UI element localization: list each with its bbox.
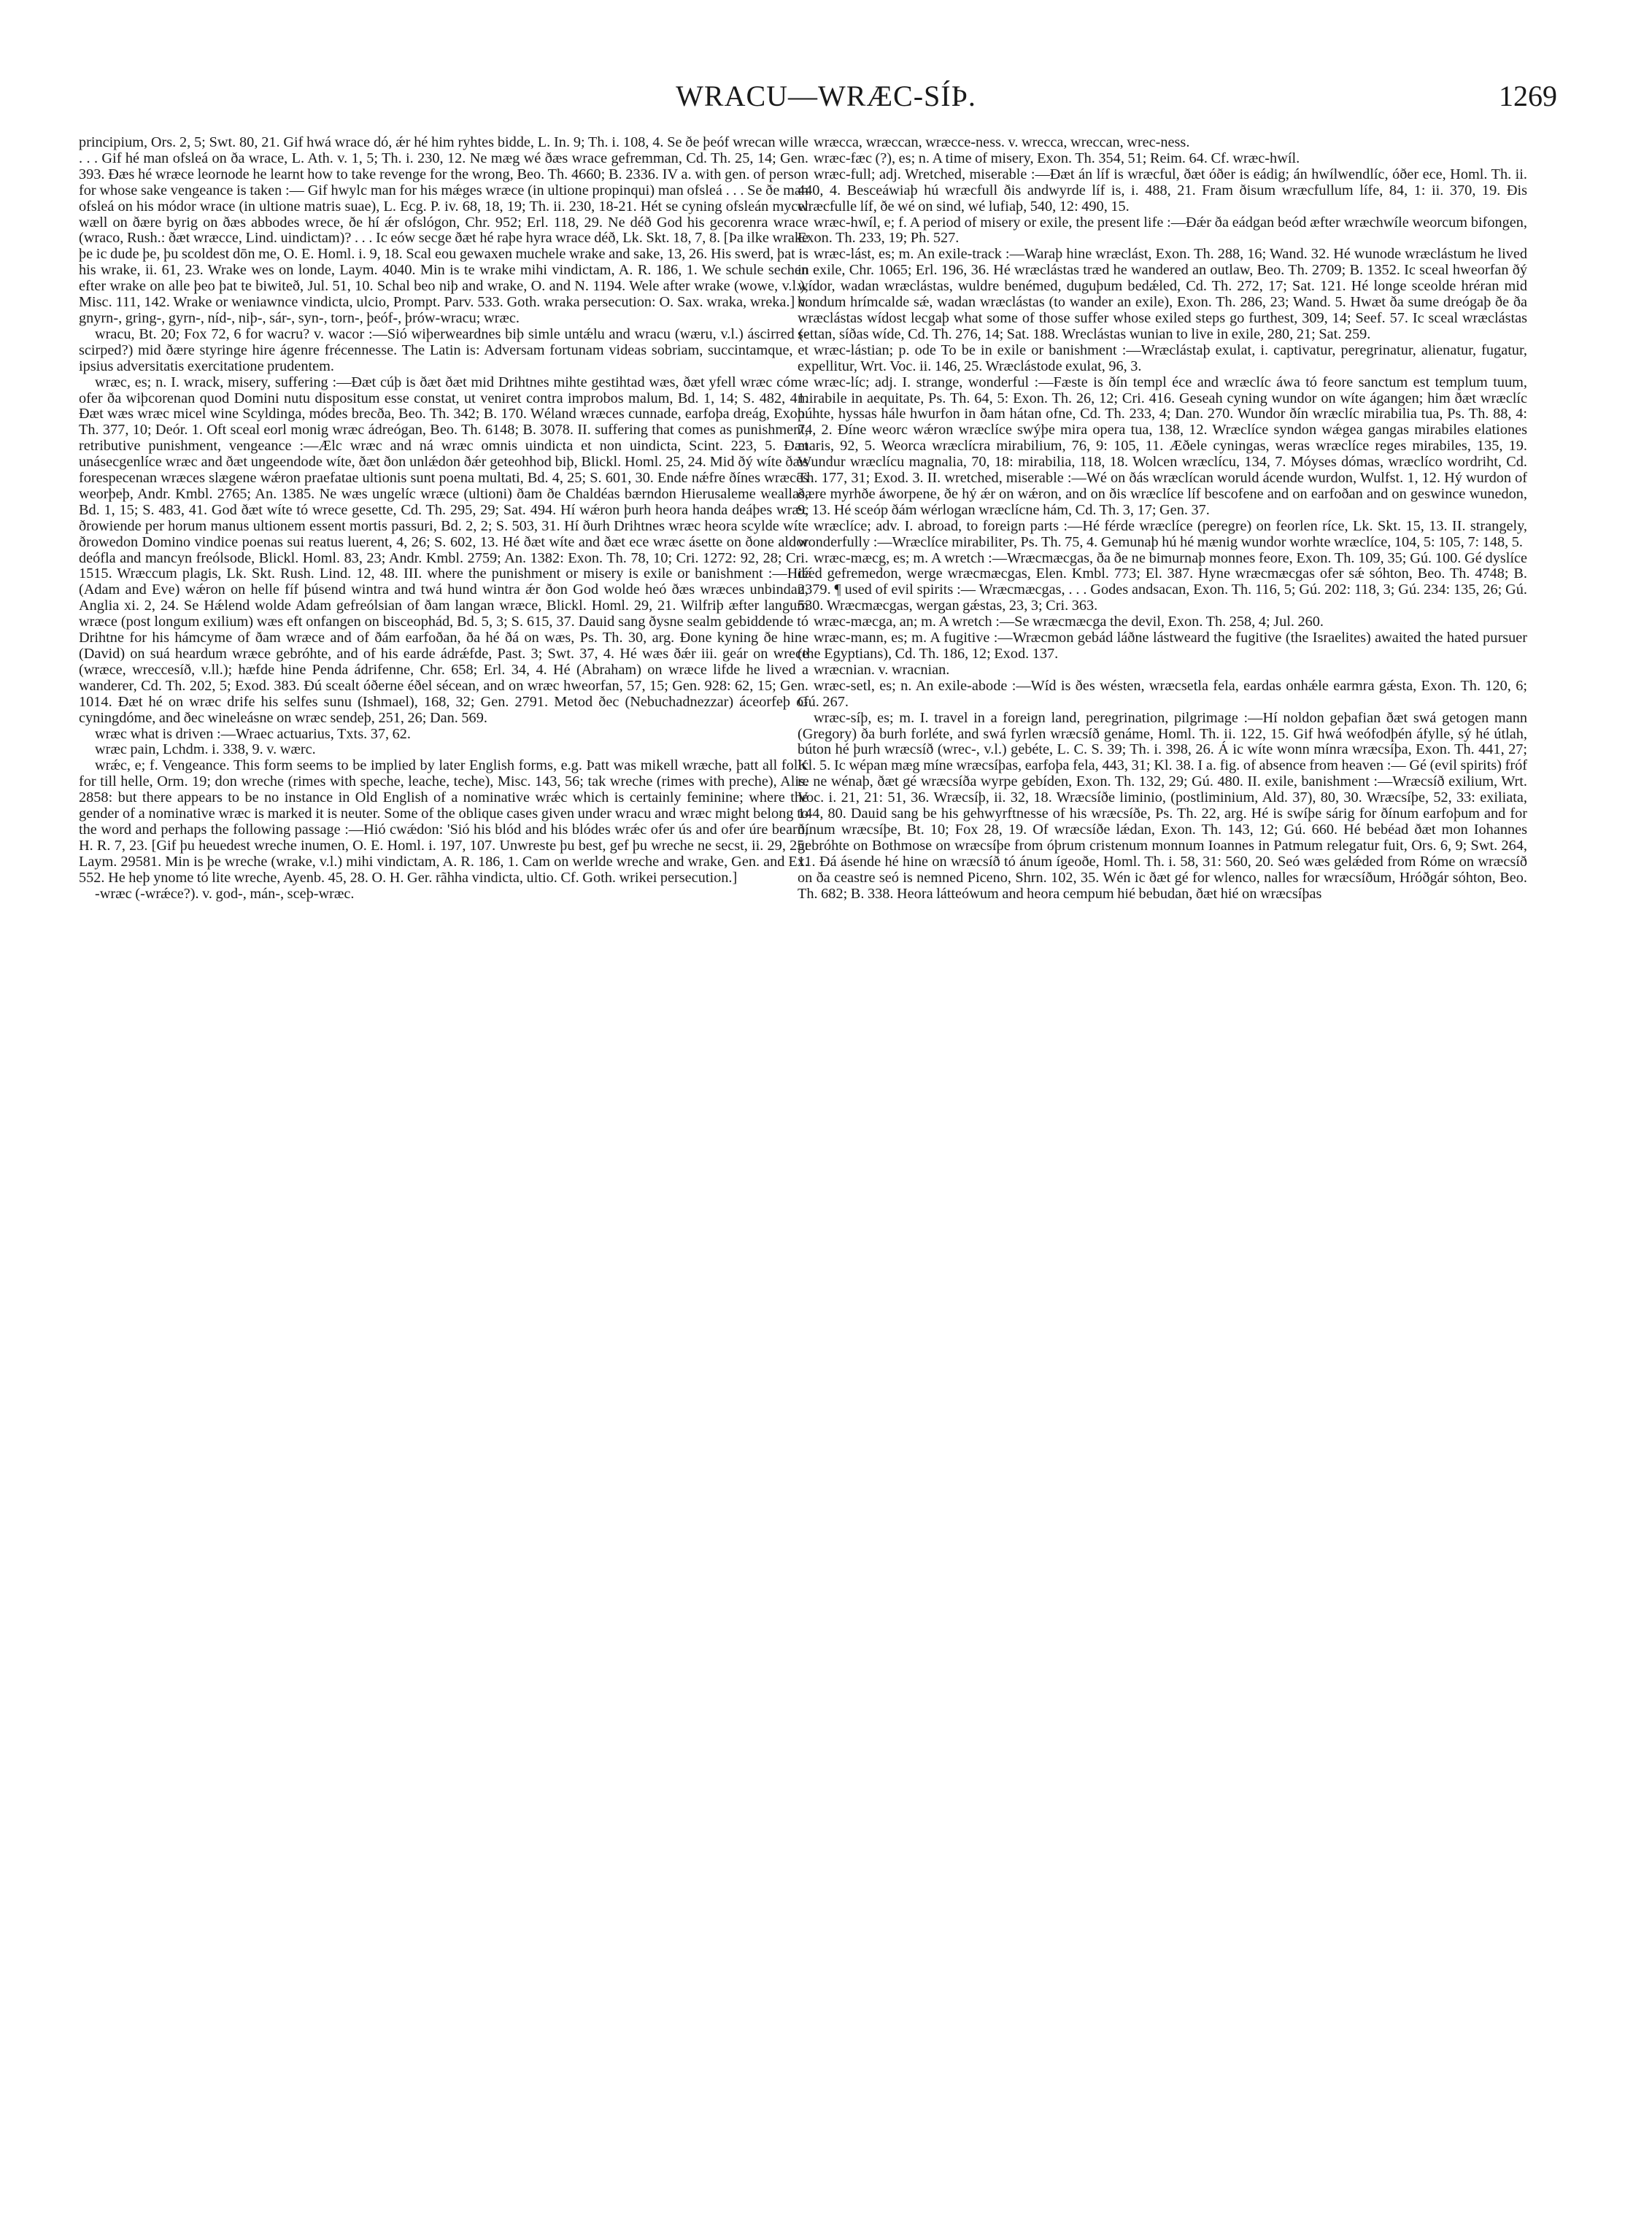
dictionary-entry: wræc-síþ, es; m. I. travel in a foreign land, peregrination, pilgrimage :—Hí noldon geþafian ðæt swá getogen mann (Gregory) ða burh forléte, and swá fyrlen wræcsíð genáme, Homl. Th. ii. 122, 15. Gif hwá weófodþén áfylle, sý hé útlah, búton hé þurh wræcsíð (wrec-, v.l.) gebéte, L. C. S. 39; Th. i. 398, 26. Á ic wíte wonn mínra wræcsíþa, Exon. Th. 441, 27; Kl. 5. Ic wépan mæg míne wræcsíþas, earfoþa fela, 443, 31; Kl. 38. I a. fig. of absence from heaven :— Gé (evil spirits) fróf re ne wénaþ, ðæt gé wræcsíða wyrpe gebíden, Exon. Th. 132, 29; Gú. 480. II. exile, banishment :—Wræcsíð exilium, Wrt. Voc. i. 21, 21: 51, 36. Wræcsíþ, ii. 32, 18. Wræcsíðe liminio, (postliminium, Ald. 37), 80, 30. Wræcsíþe, 52, 33: exiliata, 144, 80. Dauid sang be his gehwyrftnesse of his wræcsíðe, Ps. Th. 22, arg. Hé is swíþe sárig for ðínum earfoþum and for ðínum wræcsíþe, Bt. 10; Fox 28, 19. Of wræcsíðe lǽdan, Exon. Th. 143, 12; Gú. 660. Hé bebéad ðæt mon Iohannes gebróhte on Bothmose on wræcsíþe from óþrum cristenum monnum Ioannes in Patmum relegatur fuit, Ors. 6, 9; Swt. 264, 11. Ðá ásende hé hine on wræcsíð tó ánum ígeoðe, Homl. Th. i. 58, 31: 560, 20. Seó wæs gelǽded from Róme on wræcsíð on ða ceastre seó is nemned Piceno, Shrn. 102, 35. Wén ic ðæt gé for wlenco, nalles for wræcsíðum, Hróðgár sóhton, Beo. Th. 682; B. 338. Heora látteówum and heora cempum hié bebudan, ðæt hié on wræcsíþas	[798, 709, 1527, 902]
page-header	[0, 79, 1652, 123]
dictionary-entry: wræcnian. v. wracnian.	[814, 661, 950, 678]
dictionary-entry: wræclíce; adv. I. abroad, to foreign parts :—Hé férde wræclíce (peregre) on feorlen ríce, Lk. Skt. 15, 13. II. strangely, wonderfully :—Wræclíce mirabiliter, Ps. Th. 75, 4. Gemunaþ hú hé mænig wundor worhte wræclíce, 104, 5: 105, 7: 148, 5.	[798, 517, 1527, 550]
page-number: 1269	[1499, 80, 1557, 112]
dictionary-entry: wræc-lást, es; m. An exile-track :—Waraþ hine wræclást, Exon. Th. 288, 16; Wand. 32. Hé wunode wræclástum he lived in exile, Chr. 1065; Erl. 196, 36. Hé wræclástas træd he wandered an outlaw, Beo. Th. 2709; B. 1352. Ic sceal hweorfan ðý wídor, wadan wræclástas, wuldre benémed, duguþum bedǽled, Cd. Th. 272, 17; Sat. 121. Hé longe sceolde hréran mid hondum hrímcalde sǽ, wadan wræclástas (to wander an exile), Exon. Th. 286, 23; Wand. 5. Hwæt ða sume dreógaþ ðe ða wræclástas wídost lecgaþ what some of those suffer whose exiled steps go furthest, 309, 14; Seef. 57. Ic sceal wræclástas settan, síðas wíde, Cd. Th. 276, 14; Sat. 188. Wreclástas wunian to live in exile, 280, 21; Sat. 259.	[798, 246, 1527, 342]
dictionary-entry: wræc-líc; adj. I. strange, wonderful :—Fæste is ðín templ éce and wræclíc áwa tó feore sanctum est templum tuum, mirabile in aequitate, Ps. Th. 64, 5: Exon. Th. 26, 12; Cri. 416. Geseah cyning wundor on wíte ágangen; him ðæt wræclíc þúhte, hyssas hále hwurfon in ðam hátan ofne, Cd. Th. 233, 4; Dan. 270. Wundor ðín wræclíc mirabilia tua, Ps. Th. 88, 4: 74, 2. Ðíne weorc wǽron wræclíce swýþe mira opera tua, 138, 12. Wræclíce syndon wǽgea gangas mirabiles elationes maris, 92, 5. Weorca wræclícra mirabilium, 76, 9: 105, 11. Æðele cyningas, weras wræclíce reges mirabiles, 135, 19. Wundur wræclícu magnalia, 70, 18: mirabilia, 118, 18. Wolcen wræclícu, 134, 7. Móyses dómas, wræclíco wordriht, Cd. Th. 177, 31; Exod. 3. II. wretched, miserable :—Wé on ðás wræclícan woruld ácende wurdon, Wulfst. 1, 12. Hý wurdon of ðære myrhðe áworpene, ðe hý ǽr on wǽron, and on ðis wræclíce líf bescofene and on earfoðan and on geswince wunedon, 9, 13. Hé sceóp ðám wérlogan wræclícne hám, Cd. Th. 3, 17; Gen. 37.	[798, 374, 1527, 518]
dictionary-entry: wræc-lástian; p. ode To be in exile or banishment :—Wræclástaþ exulat, i. captivatur, peregrinatur, alienatur, fugatur, expellitur, Wrt. Voc. ii. 146, 25. Wræclástode exulat, 96, 3.	[798, 341, 1527, 374]
dictionary-entry: wræc-setl, es; n. An exile-abode :—Wíd is ðes wésten, wræcsetla fela, eardas onhǽle earmra gǽsta, Exon. Th. 120, 6; Gú. 267.	[798, 677, 1527, 710]
page-title: WRACU—WRÆC-SÍÞ.	[676, 80, 976, 112]
dictionary-entry: wræc, es; n. I. wrack, misery, suffering :—Ðæt cúþ is ðæt ðæt mid Drihtnes mihte gestihtad wæs, ðæt yfell wræc cóme ofer ða wiþcorenan quod Domini nutu dispositum esse constat, ut veniret contra improbos malum, Bd. 1, 14; S. 482, 41. Ðæt wæs wræc micel wine Scyldinga, módes brecða, Beo. Th. 342; B. 170. Wéland wræces cunnade, earfoþa dreág, Exon. Th. 377, 10; Deór. 1. Oft sceal eorl monig wræc ádreógan, Beo. Th. 6148; B. 3078. II. suffering that comes as punishment, retributive punishment, vengeance :—Ælc wræc and ná wræc omnis uindicta et non uindicta, Scint. 223, 5. Ðæt unásecgenlíce wræc and ðæt ungeendode wíte, ðæt ðon unlǽdon ðǽr geteohhod biþ, Blickl. Homl. 25, 24. Mid ðý wíte ðæs forespecenan wræces slægene wǽron praefatae ultionis sunt poena multati, Bd. 4, 25; S. 601, 30. Ende nǽfre ðínes wræces weorþeþ, Andr. Kmbl. 2765; An. 1385. Ne wæs ungelíc wræce (ultioni) ðam ðe Chaldéas bærndon Hierusaleme weallas, Bd. 1, 15; S. 483, 41. God ðæt wíte tó wrece gesette, Cd. Th. 295, 29; Sat. 494. Hí wǽron þurh heora handa deáþes wræc ðrowiende per horum manus ultionem essent mortis passuri, Bd. 2, 2; S. 503, 31. Hí ðurh Drihtnes wræc heora scylde wíte ðrowedon Domino vindice poenas sui reatus luerent, 4, 26; S. 602, 13. Hé ðæt wíte and ðæt ece wræc ásette on ðone aldor deófla and mancyn freólsode, Blickl. Homl. 83, 23; Andr. Kmbl. 2759; An. 1382: Exon. Th. 78, 10; Cri. 1272: 92, 28; Cri. 1515. Wræccum plagis, Lk. Skt. Rush. Lind. 12, 48. III. where the punishment or misery is exile or banishment :—Hié (Adam and Eve) wǽron on helle fíf þúsend wintra and twá hund wintra ǽr ðon God wolde heó ðæs wræces unbindan, Anglia xi. 2, 24. Se Hǽlend wolde Adam gefreólsian of ðam langan wræce, Blickl. Homl. 29, 21. Wilfriþ æfter langum wræce (post longum exilium) wæs eft onfangen on bisceophád, Bd. 5, 3; S. 615, 37. Dauid sang ðysne sealm gebiddende tó Drihtne for his hámcyme of ðam wræce and of ðám earfoðan, ða hé ðá on wæs, Ps. Th. 30, arg. Ðone kyning ðe hine (David) on suá heardum wræce gebróhte, and of his earde ádrǽfde, Past. 3; Swt. 37, 4. Hé wæs ðǽr iii. geár on wrece (wræce, wreccesíð, v.ll.); hæfde hine Penda ádrifenne, Chr. 658; Erl. 34, 4. Hé (Abraham) on wræce lifde he lived a wanderer, Cd. Th. 202, 5; Exod. 383. Ðú scealt óðerne éðel sécean, and on wræc hweorfan, 57, 15; Gen. 928: 62, 15; Gen. 1014. Ðæt hé on wræc drife his selfes sunu (Ishmael), 168, 32; Gen. 2791. Metod ðec (Nebuchadnezzar) áceorfeþ of cyningdóme, and ðec wineleásne on wræc sendeþ, 251, 26; Dan. 569.	[79, 374, 808, 726]
dictionary-entry: wræc-fæc (?), es; n. A time of misery, Exon. Th. 354, 51; Reim. 64. Cf. wræc-hwíl.	[814, 150, 1300, 166]
dictionary-entry: wræc-mæcga, an; m. A wretch :—Se wræcmæcga the devil, Exon. Th. 258, 4; Jul. 260.	[814, 614, 1324, 630]
entry-continuation: principium, Ors. 2, 5; Swt. 80, 21. Gif hwá wrace dó, ǽr hé him ryhtes bidde, L. In. 9; Th. i. 108, 4. Se ðe þeóf wrecan wille . . . Gif hé man ofsleá on ða wrace, L. Ath. v. 1, 5; Th. i. 230, 12. Ne mæg wé ðæs wrace gefremman, Cd. Th. 25, 14; Gen. 393. Ðæs hé wræce leornode he learnt how to take revenge for the wrong, Beo. Th. 4660; B. 2336. IV a. with gen. of person for whose sake vengeance is taken :— Gif hwylc man for his mǽges wræce (in ultione propinqui) man ofsleá . . . Se ðe man ofsleá on his módor wrace (in ultione matris suae), L. Ecg. P. iv. 68, 18, 19; Th. ii. 230, 18-21. Hét se cyning ofsleán mycel wæll on ðære byrig on ðæs abbodes wrece, ðe hí ǽr ofslógon, Chr. 952; Erl. 118, 29. Ne déð God his gecorenra wrace (wraco, Rush.: ðæt wræcce, Lind. uindictam)? . . . Ic eów secge ðæt hé raþe hyra wrace déð, Lk. Skt. 18, 7, 8. [Þa ilke wrake þe ic dude þe, þu scoldest dōn me, O. E. Homl. i. 9, 18. Scal eou gewaxen muchele wrake and sake, 13, 26. His swerd, þat is his wrake, ii. 61, 23. Wrake wes on londe, Laym. 4040. Min is te wrake mihi vindictam, A. R. 186, 1. We schule sechen efter wrake on alle þeo þat te biwiteð, Jul. 51, 10. Schal beo niþ and wrake, O. and N. 1194. Wele after wrake (wowe, v.l.), Misc. 111, 142. Wrake or weniawnce vindicta, ulcio, Prompt. Parv. 533. Goth. wraka persecution: O. Sax. wraka, wreka.] v. gnyrn-, gring-, gyrn-, níd-, niþ-, sár-, syn-, torn-, þeóf-, þrów-wracu; wræc.	[79, 135, 808, 326]
dictionary-entry: wræc-hwíl, e; f. A period of misery or exile, the present life :—Ðǽr ða eádgan beód æfter wræchwíle weorcum bifongen, Exon. Th. 233, 19; Ph. 527.	[798, 214, 1527, 247]
dictionary-entry: wræc-mann, es; m. A fugitive :—Wræcmon gebád láðne lástweard the fugitive (the Israelites) awaited the hated pursuer (the Egyptians), Cd. Th. 186, 12; Exod. 137.	[798, 630, 1527, 662]
dictionary-entry: wræc-full; adj. Wretched, miserable :—Ðæt án líf is wræcful, ðæt óðer is eádig; án hwílwendlíc, óðer ece, Homl. Th. ii. 440, 4. Besceáwiaþ hú wræcfull ðis andwyrde líf is, i. 488, 21. Fram ðisum wræcfullum lífe, 84, 1: ii. 370, 19. Ðis wræcfulle líf, ðe wé on sind, wé lufiaþ, 540, 12: 490, 15.	[798, 166, 1527, 215]
dictionary-entry: -wræc (-wrǽce?). v. god-, mán-, sceþ-wræc.	[95, 885, 355, 902]
left-column	[79, 135, 808, 2171]
dictionary-entry: wræcca, wræccan, wræcce-ness. v. wrecca, wreccan, wrec-ness.	[814, 135, 1190, 150]
right-column	[798, 135, 1527, 2171]
dictionary-entry: wræc what is driven :—Wraec actuarius, Txts. 37, 62.	[95, 725, 411, 742]
dictionary-entry: wræc pain, Lchdm. i. 338, 9. v. wærc.	[95, 741, 316, 758]
dictionary-entry: wracu, Bt. 20; Fox 72, 6 for wacru? v. wacor :—Sió wiþerweardnes biþ simle untǽlu and wracu (wæru, v.l.) áscirred (-scirped?) mid ðære styringe hire ágenre frécennesse. The Latin is: Adversam fortunam videas sobriam, succintamque, et ipsius adversitatis exercitatione prudentem.	[79, 325, 808, 374]
dictionary-entry: wræc-mæcg, es; m. A wretch :—Wræcmæcgas, ða ðe ne bimurnaþ monnes feore, Exon. Th. 109, 35; Gú. 100. Gé dyslíce dǽd gefremedon, werge wræcmæcgas, Elen. Kmbl. 773; El. 387. Hyne wræcmæcgas ofer sǽ sóhton, Beo. Th. 4748; B. 2379. ¶ used of evil spirits :— Wræcmæcgas, . . . Godes andsacan, Exon. Th. 116, 5; Gú. 202: 118, 3; Gú. 234: 135, 26; Gú. 530. Wræcmæcgas, wergan gǽstas, 23, 3; Cri. 363.	[798, 549, 1527, 614]
dictionary-entry: wrǽc, e; f. Vengeance. This form seems to be implied by later English forms, e.g. Þatt was mikell wræche, þatt all follc for till helle, Orm. 19; don wreche (rimes with speche, leache, teche), Misc. 143, 56; tak wreche (rimes with preche), Alis. 2858: but there appears to be no instance in Old English of a nominative wrǽc which is certainly feminine; where the gender of a nominative wræc is marked it is neuter. Some of the oblique cases given under wracu and wræc might belong to the word and perhaps the following passage :—Hió cwǽdon: 'Sió his blód and his blódes wrǽc ofer ús and ofer úre bearn, H. R. 7, 23. [Gif þu heuedest wreche inumen, O. E. Homl. i. 197, 107. Unwreste þu best, gef þu wreche ne secst, ii. 29, 25: Laym. 29581. Min is þe wreche (wrake, v.l.) mihi vindictam, A. R. 186, 1. Cam on werlde wreche and wrake, Gen. and Ex. 552. He heþ ynome tó lite wreche, Ayenb. 45, 28. O. H. Ger. rãhha vindicta, ultio. Cf. Goth. wrikei persecution.]	[79, 757, 808, 886]
